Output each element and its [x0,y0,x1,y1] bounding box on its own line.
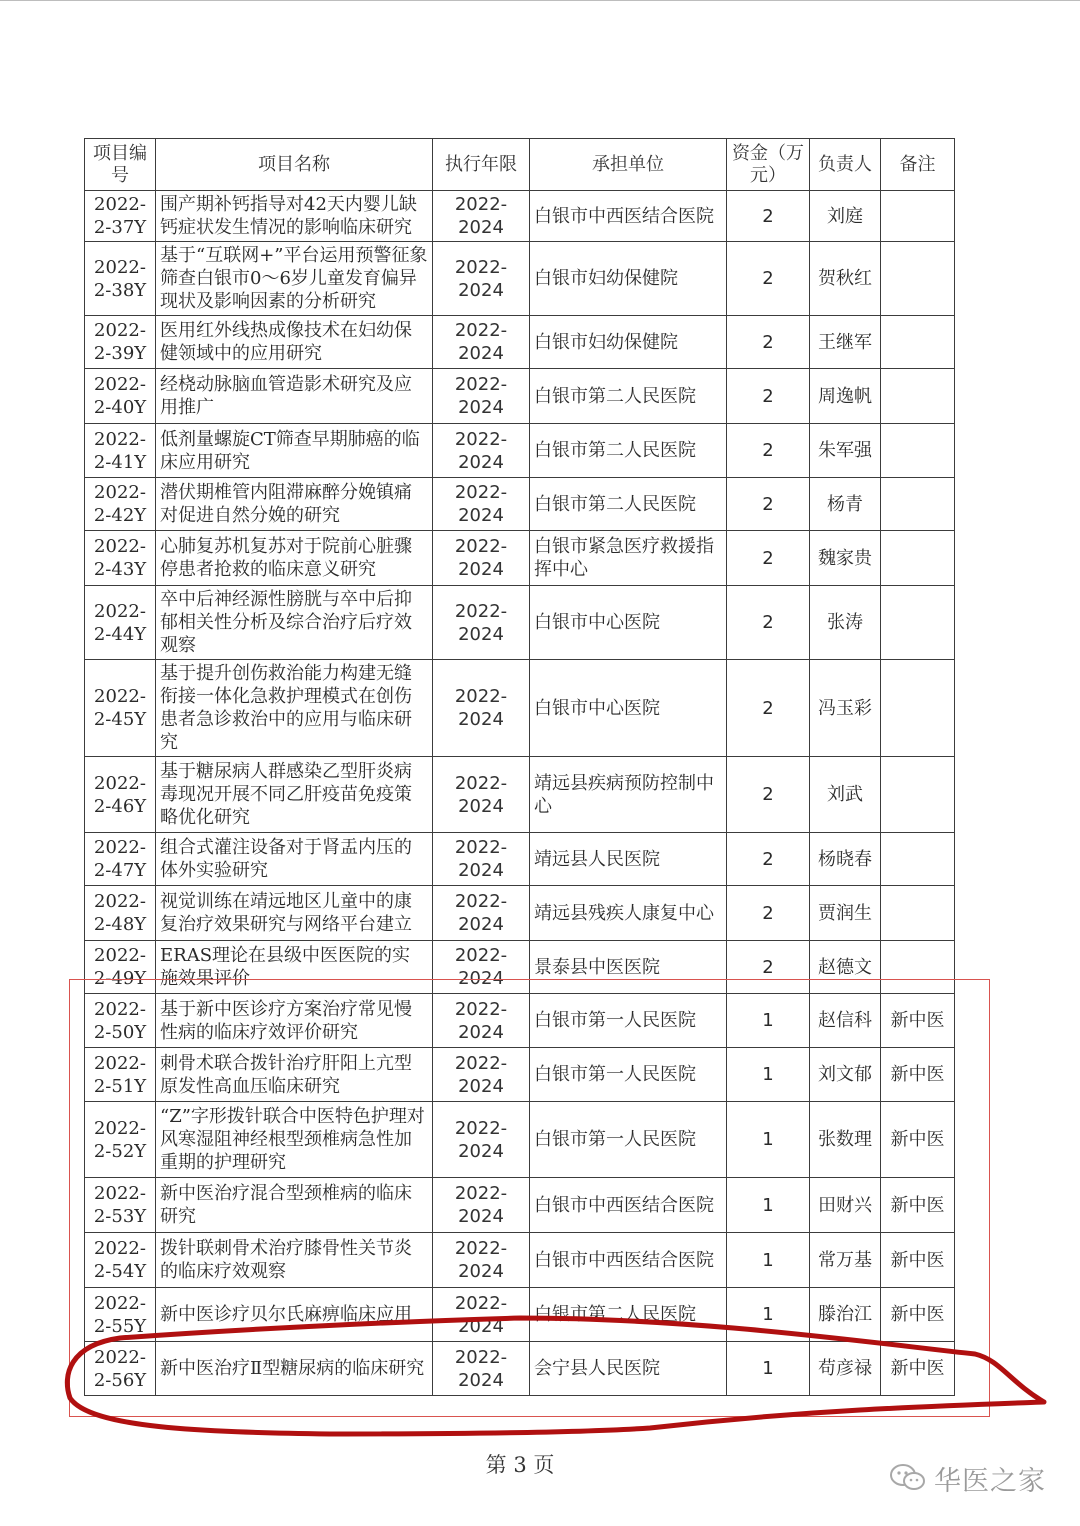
project-unit: 白银市妇幼保健院 [530,316,727,369]
project-unit: 白银市第二人民医院 [530,478,727,531]
project-period: 2022-2024 [433,941,530,994]
project-period: 2022-2024 [433,424,530,478]
project-funds: 2 [727,586,810,660]
project-leader: 田财兴 [810,1178,881,1233]
project-funds: 1 [727,1342,810,1396]
wechat-icon [888,1462,928,1494]
project-period: 2022-2024 [433,1233,530,1288]
project-name: 新中医治疗Ⅱ型糖尿病的临床研究 [156,1342,433,1396]
project-code: 2022-2-42Y [85,478,156,531]
project-name: ERAS理论在县级中医医院的实施效果评价 [156,941,433,994]
project-unit: 靖远县残疾人康复中心 [530,886,727,941]
project-period: 2022-2024 [433,191,530,242]
project-remark: 新中医 [881,1288,955,1342]
project-name: “Z”字形拨针联合中医特色护理对风寒湿阻神经根型颈椎病急性加重期的护理研究 [156,1102,433,1178]
project-name: 基于新中医诊疗方案治疗常见慢性病的临床疗效评价研究 [156,994,433,1048]
project-funds: 2 [727,478,810,531]
project-unit: 白银市中西医结合医院 [530,1178,727,1233]
project-unit: 白银市第一人民医院 [530,1048,727,1102]
project-name: 卒中后神经源性膀胱与卒中后抑郁相关性分析及综合治疗后疗效观察 [156,586,433,660]
header-period: 执行年限 [433,139,530,191]
project-leader: 朱军强 [810,424,881,478]
project-unit: 白银市中西医结合医院 [530,191,727,242]
header-remark: 备注 [881,139,955,191]
project-remark [881,191,955,242]
project-code: 2022-2-52Y [85,1102,156,1178]
project-funds: 2 [727,242,810,316]
project-leader: 滕治江 [810,1288,881,1342]
project-period: 2022-2024 [433,316,530,369]
project-funds: 2 [727,316,810,369]
project-period: 2022-2024 [433,242,530,316]
table-row [85,369,955,424]
project-unit: 白银市第一人民医院 [530,1102,727,1178]
project-funds: 2 [727,941,810,994]
header-unit: 承担单位 [530,139,727,191]
project-name: 经桡动脉脑血管造影术研究及应用推广 [156,369,433,424]
project-code: 2022-2-43Y [85,531,156,586]
project-period: 2022-2024 [433,757,530,833]
project-remark: 新中医 [881,1178,955,1233]
project-name: 基于糖尿病人群感染乙型肝炎病毒现况开展不同乙肝疫苗免疫策略优化研究 [156,757,433,833]
project-code: 2022-2-40Y [85,369,156,424]
project-remark [881,660,955,757]
table-row [85,886,955,941]
project-remark [881,316,955,369]
table-row [85,531,955,586]
project-remark [881,242,955,316]
table-row [85,941,955,994]
project-unit: 白银市第二人民医院 [530,369,727,424]
project-name: 基于提升创伤救治能力构建无缝衔接一体化急救护理模式在创伤患者急诊救治中的应用与临床研究 [156,660,433,757]
project-unit: 会宁县人民医院 [530,1342,727,1396]
project-period: 2022-2024 [433,886,530,941]
project-funds: 1 [727,1048,810,1102]
header-row [85,139,955,191]
project-code: 2022-2-51Y [85,1048,156,1102]
project-unit: 白银市妇幼保健院 [530,242,727,316]
project-remark [881,424,955,478]
project-name: 视觉训练在靖远地区儿童中的康复治疗效果研究与网络平台建立 [156,886,433,941]
project-code: 2022-2-37Y [85,191,156,242]
project-funds: 1 [727,1102,810,1178]
table-row [85,1233,955,1288]
project-funds: 2 [727,531,810,586]
project-leader: 张数理 [810,1102,881,1178]
header-funds: 资金（万元） [727,139,810,191]
project-name: 医用红外线热成像技术在妇幼保健领域中的应用研究 [156,316,433,369]
project-remark [881,941,955,994]
project-unit: 景泰县中医医院 [530,941,727,994]
project-period: 2022-2024 [433,531,530,586]
project-leader: 王继军 [810,316,881,369]
project-funds: 2 [727,757,810,833]
project-code: 2022-2-45Y [85,660,156,757]
project-code: 2022-2-53Y [85,1178,156,1233]
project-remark: 新中医 [881,1342,955,1396]
table-row [85,1288,955,1342]
project-code: 2022-2-38Y [85,242,156,316]
project-leader: 魏家贵 [810,531,881,586]
project-funds: 2 [727,424,810,478]
project-code: 2022-2-44Y [85,586,156,660]
table-row [85,478,955,531]
project-remark [881,886,955,941]
project-leader: 赵信科 [810,994,881,1048]
project-funds: 1 [727,1288,810,1342]
project-unit: 白银市中心医院 [530,660,727,757]
table-row [85,833,955,886]
project-period: 2022-2024 [433,1288,530,1342]
project-remark [881,586,955,660]
project-period: 2022-2024 [433,478,530,531]
project-name: 刺骨术联合拨针治疗肝阳上亢型原发性高血压临床研究 [156,1048,433,1102]
header-name: 项目名称 [156,139,433,191]
project-remark [881,478,955,531]
project-code: 2022-2-56Y [85,1342,156,1396]
table-row [85,757,955,833]
table-row [85,994,955,1048]
project-remark [881,531,955,586]
project-leader: 冯玉彩 [810,660,881,757]
project-code: 2022-2-55Y [85,1288,156,1342]
table-row [85,316,955,369]
project-leader: 贺秋红 [810,242,881,316]
project-code: 2022-2-47Y [85,833,156,886]
project-funds: 2 [727,191,810,242]
project-funds: 1 [727,994,810,1048]
project-remark: 新中医 [881,994,955,1048]
project-code: 2022-2-41Y [85,424,156,478]
table-row [85,191,955,242]
watermark-text: 华医之家 [934,1465,1046,1497]
project-name: 新中医诊疗贝尔氏麻痹临床应用 [156,1288,433,1342]
project-remark [881,833,955,886]
project-name: 组合式灌注设备对于肾盂内压的体外实验研究 [156,833,433,886]
project-period: 2022-2024 [433,1048,530,1102]
project-name: 心肺复苏机复苏对于院前心脏骤停患者抢救的临床意义研究 [156,531,433,586]
project-code: 2022-2-54Y [85,1233,156,1288]
project-period: 2022-2024 [433,1102,530,1178]
project-code: 2022-2-46Y [85,757,156,833]
table-row [85,660,955,757]
project-period: 2022-2024 [433,833,530,886]
project-unit: 白银市紧急医疗救援指挥中心 [530,531,727,586]
table-row [85,1102,955,1178]
table-row [85,1342,955,1396]
project-name: 低剂量螺旋CT筛查早期肺癌的临床应用研究 [156,424,433,478]
project-leader: 刘武 [810,757,881,833]
project-funds: 2 [727,369,810,424]
project-name: 潜伏期椎管内阻滞麻醉分娩镇痛对促进自然分娩的研究 [156,478,433,531]
header-leader: 负责人 [810,139,881,191]
header-code: 项目编号 [85,139,156,191]
project-remark: 新中医 [881,1048,955,1102]
project-period: 2022-2024 [433,369,530,424]
project-leader: 张涛 [810,586,881,660]
project-code: 2022-2-50Y [85,994,156,1048]
project-unit: 白银市第二人民医院 [530,424,727,478]
project-leader: 刘庭 [810,191,881,242]
project-period: 2022-2024 [433,1342,530,1396]
project-funds: 1 [727,1178,810,1233]
project-name: 基于“互联网+”平台运用预警征象筛查白银市0～6岁儿童发育偏异现状及影响因素的分析研究 [156,242,433,316]
project-remark: 新中医 [881,1233,955,1288]
project-period: 2022-2024 [433,994,530,1048]
project-remark: 新中医 [881,1102,955,1178]
project-funds: 1 [727,1233,810,1288]
project-leader: 赵德文 [810,941,881,994]
project-code: 2022-2-39Y [85,316,156,369]
project-period: 2022-2024 [433,1178,530,1233]
project-leader: 贾润生 [810,886,881,941]
table-row [85,586,955,660]
table-row [85,1048,955,1102]
project-funds: 2 [727,660,810,757]
project-leader: 杨青 [810,478,881,531]
project-remark [881,757,955,833]
project-leader: 刘文郁 [810,1048,881,1102]
table-row [85,242,955,316]
project-leader: 常万基 [810,1233,881,1288]
project-leader: 周逸帆 [810,369,881,424]
project-code: 2022-2-48Y [85,886,156,941]
project-unit: 白银市第二人民医院 [530,1288,727,1342]
project-period: 2022-2024 [433,586,530,660]
page-number: 第 3 页 [485,1453,555,1477]
watermark [888,1458,1046,1498]
project-name: 新中医治疗混合型颈椎病的临床研究 [156,1178,433,1233]
project-unit: 白银市第一人民医院 [530,994,727,1048]
table-row [85,424,955,478]
project-code: 2022-2-49Y [85,941,156,994]
project-unit: 靖远县人民医院 [530,833,727,886]
project-period: 2022-2024 [433,660,530,757]
project-funds: 2 [727,886,810,941]
project-unit: 靖远县疾病预防控制中心 [530,757,727,833]
project-name: 拨针联刺骨术治疗膝骨性关节炎的临床疗效观察 [156,1233,433,1288]
project-leader: 杨晓春 [810,833,881,886]
project-leader: 苟彦禄 [810,1342,881,1396]
project-unit: 白银市中心医院 [530,586,727,660]
project-unit: 白银市中西医结合医院 [530,1233,727,1288]
table-row [85,1178,955,1233]
project-name: 围产期补钙指导对42天内婴儿缺钙症状发生情况的影响临床研究 [156,191,433,242]
project-table [84,138,955,1396]
project-funds: 2 [727,833,810,886]
project-remark [881,369,955,424]
top-edge-line [0,0,1080,1]
